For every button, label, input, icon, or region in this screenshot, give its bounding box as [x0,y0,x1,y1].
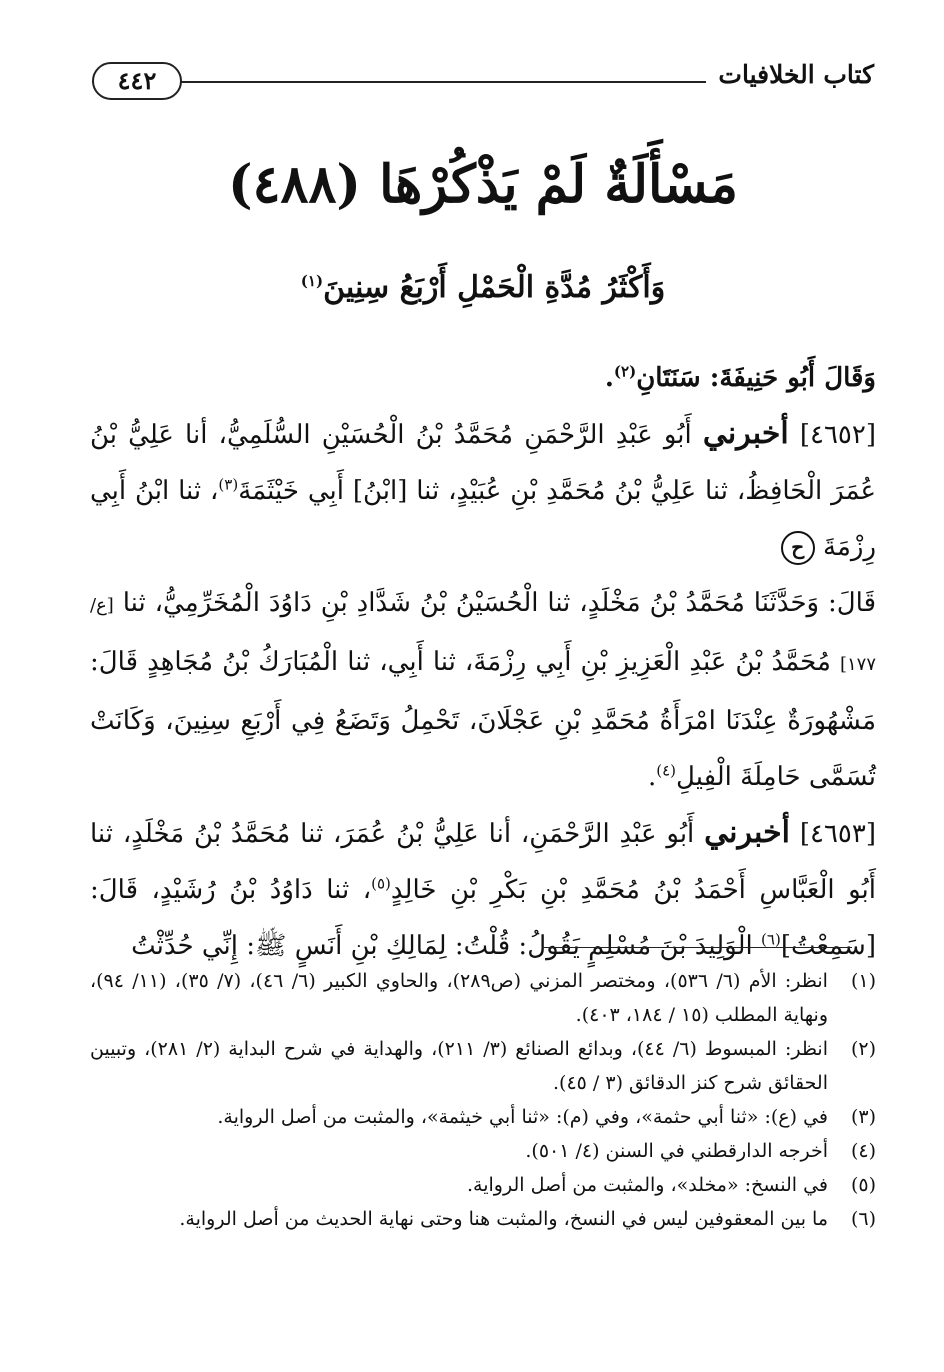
paragraph-end: . [604,363,614,393]
hadith-text: قَالَ: وَحَدَّثَنَا مُحَمَّدُ بْنُ مَخْلَدٍ، ثنا الْحُسَيْنُ بْنُ شَدَّادِ بْنِ دَاوُدَ الْمُخَرِّمِيُّ، ثنا [122,588,877,618]
main-text [90,350,876,974]
hadith-text: الْوَلِيدَ بْنَ مُسْلِمٍ يَقُولُ: قُلْتُ: لِمَالِكِ بْنِ أَنَسٍ ﷺ: إِنِّي حُدِّثْتُ [131,931,753,961]
footnote-number: (٢) [850,1038,876,1060]
tahwil-symbol: ح [781,531,815,565]
hadith-text: أَبُو عَبْدِ الرَّحْمَنِ، أنا عَلِيُّ بْنُ عُمَرَ، ثنا مُحَمَّدُ بْنُ مَخْلَدٍ، ثنا أَبُو الْعَبَّاسِ أَحْمَدُ بْنُ مُحَمَّدِ بْنِ بَكْرِ بْنِ خَالِدٍ [90,819,876,905]
footnote-number: (٣) [850,1106,876,1128]
hadith-text: أَبُو عَبْدِ الرَّحْمَنِ مُحَمَّدُ بْنُ الْحُسَيْنِ السُّلَمِيُّ، أنا عَلِيُّ بْنُ عُمَرَ الْحَافِظُ، ثنا عَلِيُّ بْنُ مُحَمَّدِ بْنِ عُبَيْدٍ، ثنا [ابْنُ] أَبِي خَيْثَمَةَ [90,420,877,506]
footnote-text: في (ع): «ثنا أبي حثمة»، وفي (م): «ثنا أبي خيثمة»، والمثبت من أصل الرواية. [217,1106,828,1128]
hadith-number: [٤٦٥٣] [799,819,877,849]
subtitle-text: وَأَكْثَرُ مُدَّةِ الْحَمْلِ أَرْبَعُ سِنِينَ [323,270,666,305]
hadith-4653 [90,805,876,974]
paragraph-text: وَقَالَ أَبُو حَنِيفَةَ: سَنَتَانِ [636,363,876,393]
footnote [90,1032,876,1100]
footnote-separator [542,947,852,948]
footnote-number: (١) [850,970,876,992]
hadith-lead-word: أخبرني [702,416,789,451]
footnote-text: أخرجه الدارقطني في السنن (٤/ ٥٠١). [525,1140,828,1162]
footnote-number: (٥) [850,1174,876,1196]
hadith-lead-word: أخبرني [704,815,790,850]
manuscript-page-ref: [ع/١٧٧] [90,595,877,675]
footnote-number: (٦) [850,1208,876,1230]
page-number: ٤٤٢ [92,62,182,100]
footnote-text: في النسخ: «مخلد»، والمثبت من أصل الرواية. [467,1174,828,1196]
footnote [90,964,876,1032]
footnote-text: ما بين المعقوفين ليس في النسخ، والمثبت هنا وحتى نهاية الحديث من أصل الرواية. [179,1208,828,1230]
footnotes [90,964,876,1236]
hadith-number: [٤٦٥٢] [799,420,877,450]
footnote-ref: (١) [300,272,324,290]
running-title: كتاب الخلافيات [706,60,874,89]
footnote-ref: (٦) [761,930,781,949]
footnote-text: انظر: المبسوط (٦/ ٤٤)، وبدائع الصنائع (٣/ ٢١١)، والهداية في شرح البداية (٢/ ٢٨١)، وتبيين الحقائق شرح كنز الدقائق (٣ / ٤٥). [90,1038,828,1094]
hadith-4652-second-chain [90,575,876,805]
paragraph-abu-hanifa [90,350,876,406]
page-header [92,60,874,108]
footnote-ref: (٣) [218,475,239,494]
paragraph-end: . [647,762,657,792]
footnote [90,1100,876,1134]
footnote [90,1134,876,1168]
footnote-ref: (٢) [613,362,637,381]
footnote-ref: (٤) [656,761,677,780]
footnote-number: (٤) [850,1140,876,1162]
footnote-text: انظر: الأم (٦/ ٥٣٦)، ومختصر المزني (ص٢٨٩)، والحاوي الكبير (٦/ ٤٦)، (٧/ ٣٥)، (١١/ ٩٤)، ونهاية المطلب (١٥ / ١٨٤، ٤٠٣). [90,970,828,1026]
footnote-ref: (٥) [371,874,391,893]
hadith-text: مُحَمَّدُ بْنُ عَبْدِ الْعَزِيزِ بْنِ أَبِي رِزْمَةَ، ثنا أَبِي، ثنا الْمُبَارَكُ بْنُ مُجَاهِدٍ قَالَ: مَشْهُورَةٌ عِنْدَنَا امْرَأَةُ مُحَمَّدِ بْنِ عَجْلَانَ، تَحْمِلُ وَتَضَعُ فِي أَرْبَعِ سِنِينَ، وَكَانَتْ تُسَمَّى حَامِلَةَ الْفِيلِ [90,647,876,792]
hadith-4652 [90,406,876,575]
chapter-title: مَسْأَلَةٌ لَمْ يَذْكُرْهَا (٤٨٨) [227,154,739,215]
chapter-subtitle [92,263,874,313]
footnote [90,1202,876,1236]
hadith-text: ، ثنا ابْنُ أَبِي رِزْمَةَ [90,476,876,562]
hadith-text: ، ثنا دَاوُدُ بْنُ رُشَيْدٍ، قَالَ: [سَمِعْتُ] [90,875,876,961]
footnote [90,1168,876,1202]
